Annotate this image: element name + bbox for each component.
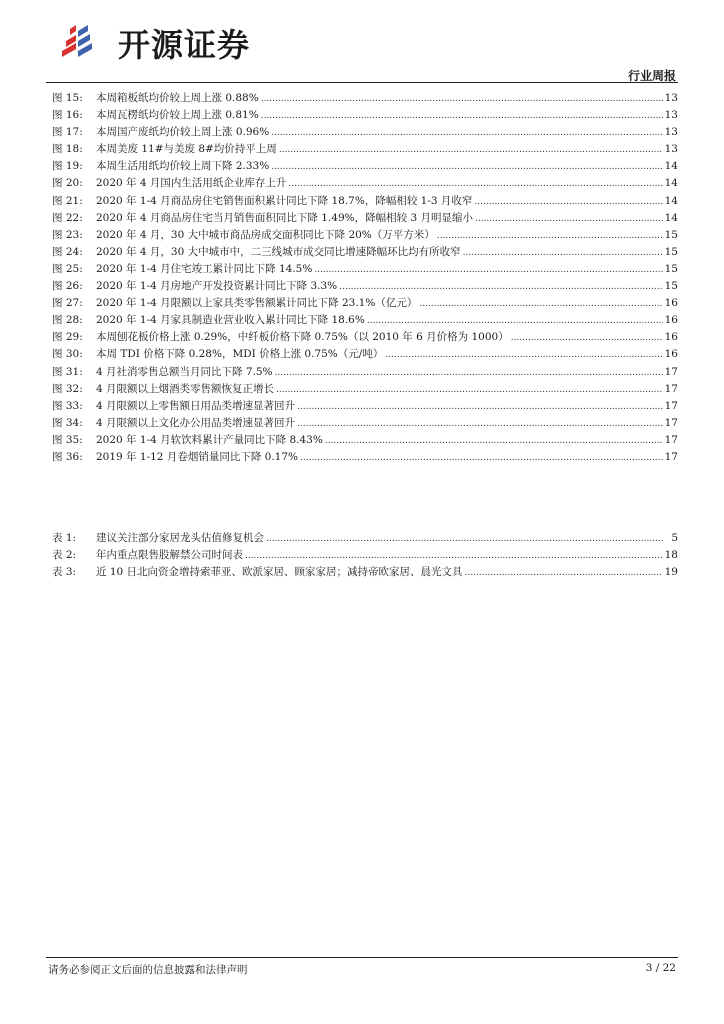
toc-leader-dots xyxy=(261,92,663,104)
toc-entry[interactable] xyxy=(52,261,678,278)
toc-entry[interactable] xyxy=(52,295,678,312)
toc-entry-title: 2020 年 1-4 月软饮料累计产量同比下降 8.43% xyxy=(96,433,323,446)
toc-entry-label: 图 24: xyxy=(52,245,83,258)
toc-leader-dots xyxy=(475,212,663,224)
toc-entry[interactable] xyxy=(52,530,678,547)
toc-entry-label: 图 26: xyxy=(52,280,83,293)
toc-entry-page: 17 xyxy=(664,399,678,412)
toc-entry-title: 4 月社消零售总额当月同比下降 7.5% xyxy=(96,365,273,378)
toc-leader-dots xyxy=(465,566,663,578)
footer-divider xyxy=(46,957,678,958)
toc-entry-page: 14 xyxy=(664,160,678,173)
toc-entry[interactable] xyxy=(52,227,678,244)
toc-entry-label: 表 3: xyxy=(52,566,77,579)
toc-entry-title: 本周刨花板价格上涨 0.29%，中纤板价格下降 0.75%（以 2010 年 6 月价格为 1000） xyxy=(96,331,509,344)
table-list xyxy=(52,530,678,581)
toc-entry-label: 表 2: xyxy=(52,549,77,562)
toc-leader-dots xyxy=(419,297,662,309)
toc-entry-title: 2020 年 1-4 月住宅竣工累计同比下降 14.5% xyxy=(96,262,313,275)
toc-entry-label: 表 1: xyxy=(52,532,77,544)
toc-entry-title: 年内重点限售股解禁公司时间表 xyxy=(96,549,243,562)
toc-entry[interactable] xyxy=(52,244,678,261)
toc-leader-dots xyxy=(385,348,662,360)
toc-entry-label: 图 18: xyxy=(52,143,83,156)
toc-entry-page: 17 xyxy=(664,450,678,463)
figure-list xyxy=(52,90,678,466)
toc-entry-page: 15 xyxy=(664,280,678,293)
toc-leader-dots xyxy=(314,263,662,275)
toc-entry-label: 图 20: xyxy=(52,177,83,190)
toc-entry[interactable] xyxy=(52,398,678,415)
toc-entry-label: 图 22: xyxy=(52,211,83,224)
toc-entry-label: 图 25: xyxy=(52,262,83,275)
toc-entry-title: 本周瓦楞纸均价较上周上涨 0.81% xyxy=(96,109,259,122)
header-divider xyxy=(46,82,678,83)
toc-leader-dots xyxy=(276,383,663,395)
toc-entry-title: 本周国产废纸均价较上周上涨 0.96% xyxy=(96,126,270,139)
toc-leader-dots xyxy=(288,177,662,189)
toc-entry[interactable] xyxy=(52,158,678,175)
toc-leader-dots xyxy=(297,417,663,429)
toc-entry[interactable] xyxy=(52,329,678,346)
toc-entry-title: 2020 年 4 月商品房住宅当月销售面积同比下降 1.49%，降幅相较 3 月明显缩小 xyxy=(96,211,473,224)
toc-entry-title: 2020 年 4 月，30 大中城市商品房成交面积同比下降 20%（万平方米） xyxy=(96,228,435,241)
toc-entry-label: 图 23: xyxy=(52,228,83,241)
toc-entry-title: 2020 年 1-4 月家具制造业营业收入累计同比下降 18.6% xyxy=(96,314,365,327)
toc-entry-title: 2020 年 1-4 月商品房住宅销售面积累计同比下降 18.7%，降幅相较 1-3 月收窄 xyxy=(96,194,473,207)
toc-entry[interactable] xyxy=(52,193,678,210)
toc-entry-page: 15 xyxy=(664,245,678,258)
toc-entry-page: 13 xyxy=(664,92,678,104)
toc-leader-dots xyxy=(266,532,664,544)
toc-entry-page: 16 xyxy=(664,348,678,361)
toc-entry[interactable] xyxy=(52,175,678,192)
brand-logo xyxy=(56,20,250,66)
toc-entry-label: 图 32: xyxy=(52,382,83,395)
toc-entry-page: 13 xyxy=(664,143,678,156)
toc-leader-dots xyxy=(271,126,662,138)
toc-entry-page: 16 xyxy=(664,331,678,344)
toc-entry-label: 图 35: xyxy=(52,433,83,446)
toc-leader-dots xyxy=(261,109,663,121)
toc-entry[interactable] xyxy=(52,90,678,107)
toc-entry-page: 14 xyxy=(664,211,678,224)
toc-entry-page: 17 xyxy=(664,433,678,446)
toc-entry-page: 19 xyxy=(664,566,678,579)
toc-entry-page: 5 xyxy=(671,532,678,544)
toc-leader-dots xyxy=(279,143,663,155)
toc-entry-title: 2020 年 4 月国内生活用纸企业库存上升 xyxy=(96,177,287,190)
footer-page-number: 3 / 22 xyxy=(645,962,676,974)
toc-leader-dots xyxy=(245,549,663,561)
toc-entry-page: 16 xyxy=(664,297,678,310)
toc-leader-dots xyxy=(463,246,663,258)
toc-entry[interactable] xyxy=(52,432,678,449)
toc-leader-dots xyxy=(275,366,663,378)
toc-entry[interactable] xyxy=(52,124,678,141)
toc-leader-dots xyxy=(511,331,663,343)
toc-entry[interactable] xyxy=(52,364,678,381)
toc-leader-dots xyxy=(300,451,663,463)
toc-entry-title: 本周生活用纸均价较上周下降 2.33% xyxy=(96,160,270,173)
toc-entry-title: 2020 年 1-4 月房地产开发投资累计同比下降 3.3% xyxy=(96,280,338,293)
toc-entry[interactable] xyxy=(52,107,678,124)
toc-entry-label: 图 34: xyxy=(52,416,83,429)
toc-entry-page: 17 xyxy=(664,416,678,429)
toc-entry-title: 2020 年 4 月，30 大中城市中，二三线城市成交同比增速降幅环比均有所收窄 xyxy=(96,245,461,258)
toc-leader-dots xyxy=(367,314,663,326)
toc-entry-label: 图 15: xyxy=(52,92,83,104)
toc-entry-page: 14 xyxy=(664,194,678,207)
toc-entry-title: 近 10 日北向资金增持索菲亚、欧派家居、顾家家居；减持帝欧家居、晨光文具 xyxy=(96,566,463,579)
toc-entry-page: 13 xyxy=(664,126,678,139)
toc-entry[interactable] xyxy=(52,278,678,295)
toc-entry-title: 本周 TDI 价格下降 0.28%，MDI 价格上涨 0.75%（元/吨） xyxy=(96,348,384,361)
toc-entry-label: 图 29: xyxy=(52,331,83,344)
toc-entry-title: 本周箱板纸均价较上周上涨 0.88% xyxy=(96,92,259,104)
report-type-label: 行业周报 xyxy=(627,69,676,83)
toc-entry-label: 图 16: xyxy=(52,109,83,122)
toc-entry-page: 17 xyxy=(664,382,678,395)
toc-leader-dots xyxy=(271,160,662,172)
toc-entry-page: 16 xyxy=(664,314,678,327)
toc-entry[interactable] xyxy=(52,449,678,466)
toc-entry-page: 15 xyxy=(664,262,678,275)
toc-leader-dots xyxy=(437,229,663,241)
toc-entry-label: 图 31: xyxy=(52,365,83,378)
toc-entry-page: 15 xyxy=(664,228,678,241)
page-header xyxy=(0,0,724,90)
toc-entry-label: 图 36: xyxy=(52,450,83,463)
toc-entry-page: 17 xyxy=(664,365,678,378)
toc-entry[interactable] xyxy=(52,346,678,363)
kaiyuan-logo-icon xyxy=(56,21,112,65)
toc-entry-label: 图 21: xyxy=(52,194,83,207)
toc-entry-title: 4 月限额以上零售额日用品类增速显著回升 xyxy=(96,399,296,412)
toc-entry-title: 本周美废 11#与美废 8#均价持平上周 xyxy=(96,143,277,156)
toc-entry[interactable] xyxy=(52,547,678,564)
toc-entry-title: 4 月限额以上文化办公用品类增速显著回升 xyxy=(96,416,296,429)
toc-entry-title: 建议关注部分家居龙头估值修复机会 xyxy=(96,532,264,544)
toc-leader-dots xyxy=(325,434,663,446)
toc-entry-label: 图 28: xyxy=(52,314,83,327)
toc-entry-label: 图 19: xyxy=(52,160,83,173)
toc-entry-title: 2020 年 1-4 月限额以上家具类零售额累计同比下降 23.1%（亿元） xyxy=(96,297,418,310)
toc-leader-dots xyxy=(297,400,663,412)
toc-entry[interactable] xyxy=(52,312,678,329)
toc-entry[interactable] xyxy=(52,564,678,581)
toc-entry-label: 图 17: xyxy=(52,126,83,139)
toc-entry[interactable] xyxy=(52,415,678,432)
brand-name: 开源证券 xyxy=(118,26,251,64)
footer-disclaimer: 请务必参阅正文后面的信息披露和法律声明 xyxy=(48,964,248,976)
toc-entry-label: 图 27: xyxy=(52,297,83,310)
toc-entry-title: 4 月限额以上烟酒类零售额恢复正增长 xyxy=(96,382,275,395)
toc-entry[interactable] xyxy=(52,210,678,227)
toc-entry-page: 14 xyxy=(664,177,678,190)
toc-leader-dots xyxy=(339,280,662,292)
toc-entry[interactable] xyxy=(52,141,678,158)
toc-entry-label: 图 30: xyxy=(52,348,83,361)
toc-entry[interactable] xyxy=(52,381,678,398)
toc-entry-page: 18 xyxy=(664,549,678,562)
toc-leader-dots xyxy=(474,195,662,207)
toc-entry-label: 图 33: xyxy=(52,399,83,412)
toc-entry-title: 2019 年 1-12 月卷烟销量同比下降 0.17% xyxy=(96,450,299,463)
toc-entry-page: 13 xyxy=(664,109,678,122)
